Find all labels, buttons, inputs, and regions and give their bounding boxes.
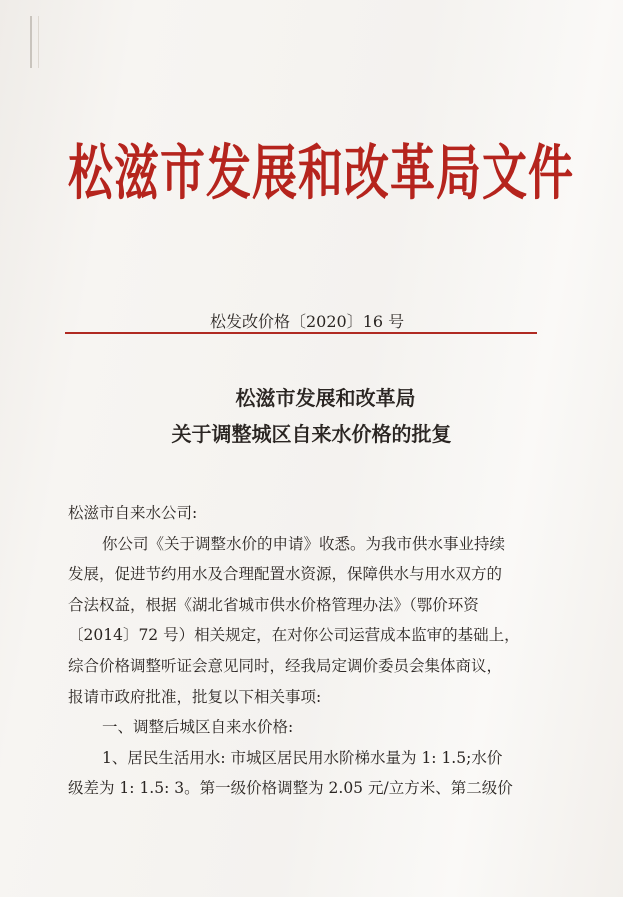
body-line: 〔2014〕72 号）相关规定，在对你公司运营成本监审的基础上， <box>68 626 520 645</box>
binding-mark <box>30 16 39 68</box>
body-line: 综合价格调整听证会意见同时，经我局定调价委员会集体商议， <box>68 656 503 675</box>
addressee: 松滋市自来水公司: <box>68 504 198 522</box>
red-divider-line <box>65 332 537 334</box>
body-line: 发展，促进节约用水及合理配置水资源，保障供水与用水双方的 <box>68 565 503 584</box>
issuer-banner: 松滋市发展和改革局文件 <box>68 138 575 208</box>
document-body <box>68 498 548 804</box>
body-line: 合法权益，根据《湖北省城市供水价格管理办法》（鄂价环资 <box>68 595 479 614</box>
body-line: 级差为 1: 1.5: 3。第一级价格调整为 2.05 元/立方米、第二级价 <box>68 779 513 798</box>
title-line-1: 松滋市发展和改革局 <box>235 386 416 410</box>
body-line: 报请市政府批准，批复以下相关事项: <box>68 687 322 706</box>
body-line: 你公司《关于调整水价的申请》收悉。为我市供水事业持续 <box>102 534 506 553</box>
body-line: 1、居民生活用水: 市城区居民用水阶梯水量为 1: 1.5;水价 <box>102 748 503 767</box>
section-heading: 一、调整后城区自来水价格: <box>102 718 294 737</box>
document-number: 松发改价格〔2020〕16 号 <box>210 312 405 331</box>
title-line-2: 关于调整城区自来水价格的批复 <box>171 422 452 446</box>
